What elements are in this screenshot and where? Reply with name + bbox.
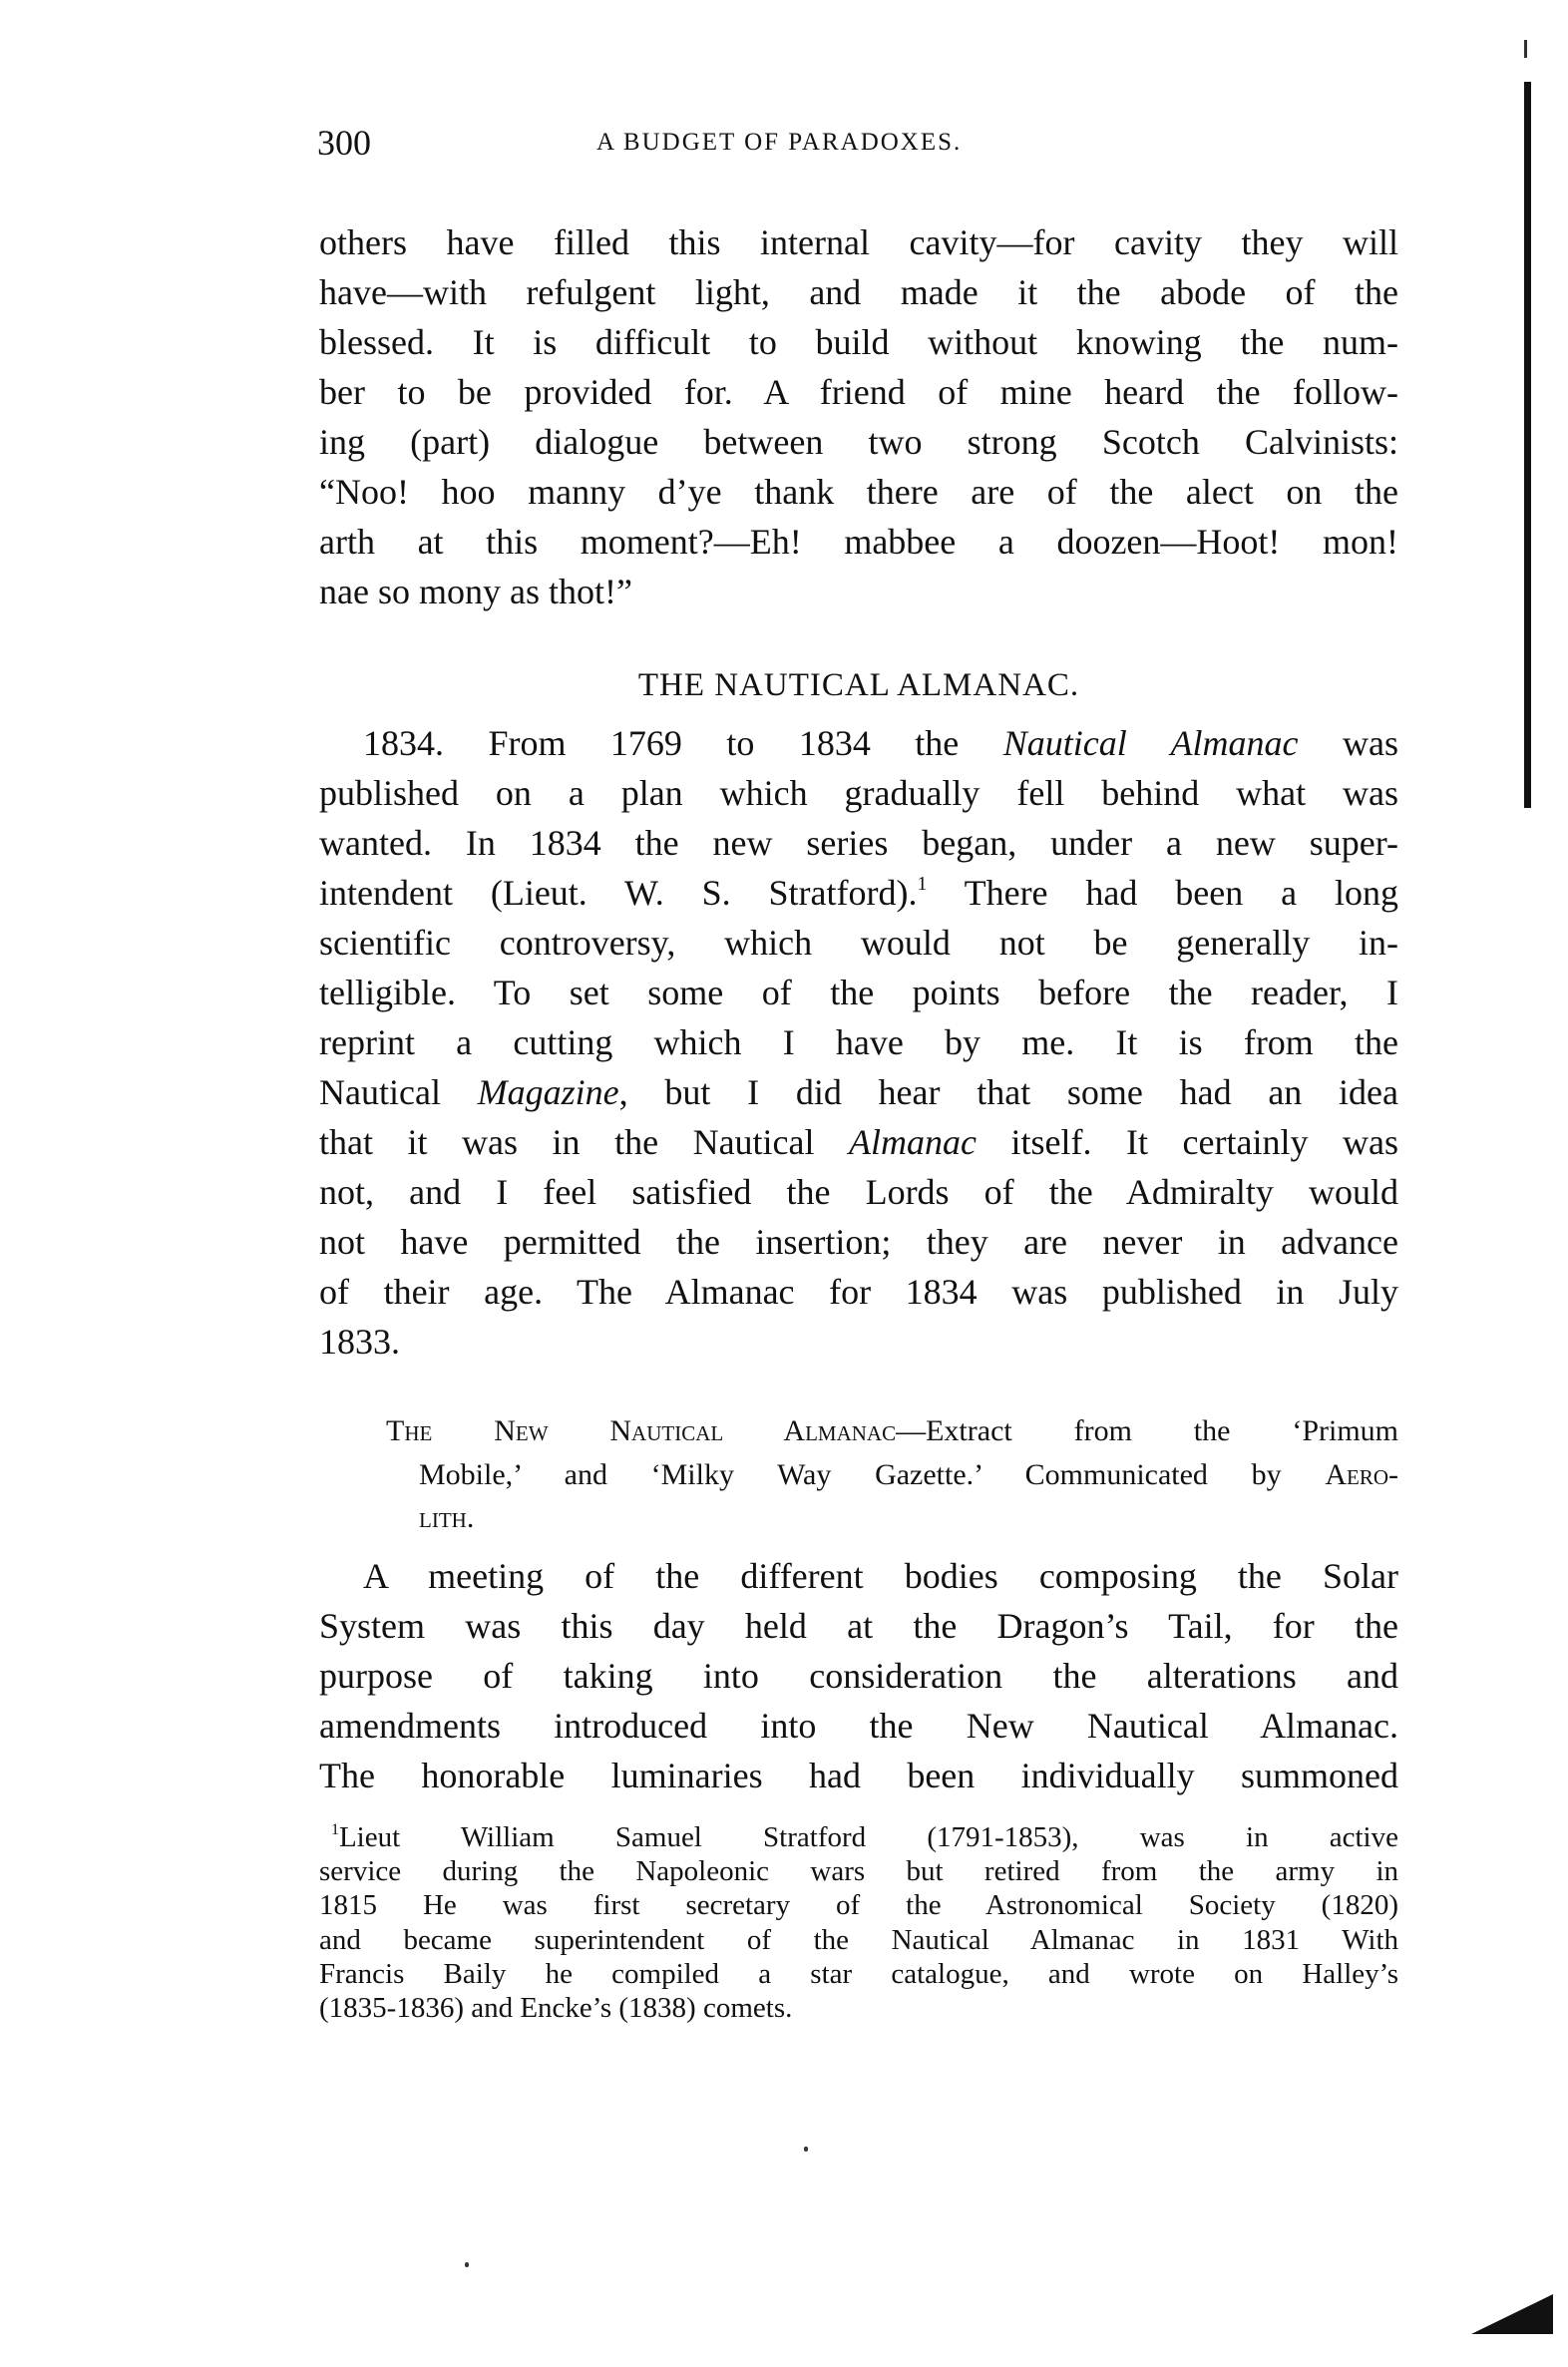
text-run: “Noo! hoo manny d’ye thank there are of the alect on the	[319, 472, 1398, 512]
text-line	[319, 718, 1398, 768]
text-line	[319, 267, 1398, 317]
paragraph-3	[319, 1551, 1398, 1800]
text-run: The honorable luminaries had been individually summoned	[319, 1756, 1398, 1795]
text-run: ing (part) dialogue between two strong Scotch Calvinists:	[319, 422, 1398, 462]
text-run: System was this day held at the Dragon’s Tail, for the	[319, 1606, 1398, 1646]
text-run: not have permitted the insertion; they are never in advance	[319, 1222, 1398, 1262]
text-line	[319, 1017, 1398, 1067]
text-run: service during the Napoleonic wars but retired from the army in	[319, 1855, 1398, 1888]
text-line	[319, 417, 1398, 467]
paragraph-1	[319, 217, 1398, 616]
text-run: published on a plan which gradually fell behind what was	[319, 773, 1398, 813]
text-line	[319, 567, 1398, 616]
text-run: There had been a long	[927, 873, 1398, 913]
text-line	[319, 1117, 1398, 1167]
text-line	[319, 1991, 1398, 2025]
text-line	[319, 1317, 1398, 1367]
text-run: 1815 He was first secretary of the Astronomical Society (1820)	[319, 1889, 1398, 1922]
text-run: Nautical	[319, 1072, 478, 1112]
scan-speck	[465, 2262, 469, 2267]
text-line	[386, 1453, 1398, 1497]
text-line	[319, 1601, 1398, 1651]
text-line	[319, 317, 1398, 367]
text-line	[319, 1957, 1398, 1991]
italic-run: Almanac	[849, 1122, 978, 1162]
section-heading: THE NAUTICAL ALMANAC.	[637, 667, 1080, 703]
text-line	[319, 968, 1398, 1017]
page-number: 300	[317, 123, 371, 163]
text-run: have—with refulgent light, and made it the abode of the	[319, 272, 1398, 312]
footnote-marker: 1	[331, 1821, 339, 1839]
text-run: and became superintendent of the Nautical Almanac in 1831 With	[319, 1923, 1398, 1956]
scan-edge-bar	[1524, 82, 1531, 808]
text-run: not, and I feel satisfied the Lords of the Admiralty would	[319, 1172, 1398, 1212]
text-run: purpose of taking into consideration the alterations and	[319, 1656, 1398, 1696]
text-line	[319, 868, 1398, 918]
text-line	[319, 768, 1398, 818]
text-line	[319, 1267, 1398, 1317]
text-line	[319, 1701, 1398, 1751]
italic-run: Magazine	[477, 1072, 619, 1112]
text-run: Mobile,’ and ‘Milky Way Gazette.’ Communicated by	[419, 1457, 1326, 1491]
text-run: —Extract from the ‘Primum	[896, 1414, 1398, 1447]
text-line	[319, 1854, 1398, 1888]
text-line	[319, 217, 1398, 267]
text-run: nae so mony as thot!”	[319, 572, 632, 611]
text-line	[319, 1651, 1398, 1701]
text-run: others have filled this internal cavity—for cavity they will	[319, 222, 1398, 262]
text-line	[319, 1551, 1398, 1601]
text-run: ber to be provided for. A friend of mine heard the follow-	[319, 372, 1398, 412]
text-line	[319, 1067, 1398, 1117]
small-caps-run: The New Nautical Almanac	[386, 1414, 897, 1447]
text-run: intendent (Lieut. W. S. Stratford).	[319, 873, 918, 913]
text-run: telligible. To set some of the points before the reader, I	[319, 973, 1398, 1012]
paragraph-2	[319, 718, 1398, 1367]
text-run: blessed. It is difficult to build without knowing the num-	[319, 322, 1398, 362]
text-run: Francis Baily he compiled a star catalogue, and wrote on Halley’s	[319, 1957, 1398, 1990]
text-run: (1835-1836) and Encke’s (1838) comets.	[319, 1992, 793, 2025]
text-line	[319, 517, 1398, 567]
text-run: arth at this moment?—Eh! mabbee a doozen—Hoot! mon!	[319, 522, 1398, 562]
scan-corner-mark	[1471, 2294, 1553, 2334]
text-run: A meeting of the different bodies composing the Solar	[363, 1556, 1398, 1596]
text-line	[319, 818, 1398, 868]
text-run: itself. It certainly was	[977, 1122, 1398, 1162]
text-line	[319, 1923, 1398, 1957]
text-line	[386, 1496, 1398, 1540]
text-run: amendments introduced into the New Nautical Almanac.	[319, 1706, 1398, 1746]
small-caps-run: Aero-	[1325, 1457, 1398, 1491]
page-header	[317, 118, 1404, 168]
text-run: was	[1298, 723, 1398, 763]
scan-edge-mark	[1524, 40, 1527, 58]
text-line	[319, 1820, 1398, 1854]
running-title: A BUDGET OF PARADOXES.	[596, 129, 963, 156]
text-run: Lieut William Samuel Stratford (1791-1853), was in active	[338, 1821, 1398, 1853]
text-run: of their age. The Almanac for 1834 was published in July	[319, 1272, 1398, 1312]
text-run: 1834. From 1769 to 1834 the	[363, 723, 1003, 763]
italic-run: Nautical Almanac	[1002, 723, 1299, 763]
text-line	[386, 1409, 1398, 1453]
text-line	[319, 467, 1398, 517]
footnote	[319, 1820, 1398, 2025]
text-line	[319, 1217, 1398, 1267]
text-line	[319, 1888, 1398, 1922]
text-line	[319, 918, 1398, 968]
extract-heading	[386, 1409, 1398, 1540]
text-run: reprint a cutting which I have by me. It is from the	[319, 1022, 1398, 1062]
text-line	[319, 367, 1398, 417]
text-run: , but I did hear that some had an idea	[618, 1072, 1398, 1112]
text-run: that it was in the Nautical	[319, 1122, 850, 1162]
text-run: scientific controversy, which would not be generally in-	[319, 923, 1398, 963]
text-line	[319, 1751, 1398, 1800]
text-line	[319, 1167, 1398, 1217]
text-run: 1833.	[319, 1322, 400, 1362]
text-run: wanted. In 1834 the new series began, under a new super-	[319, 823, 1398, 863]
footnote-marker: 1	[917, 873, 928, 896]
small-caps-run: lith.	[419, 1501, 475, 1534]
scan-speck	[804, 2147, 808, 2152]
